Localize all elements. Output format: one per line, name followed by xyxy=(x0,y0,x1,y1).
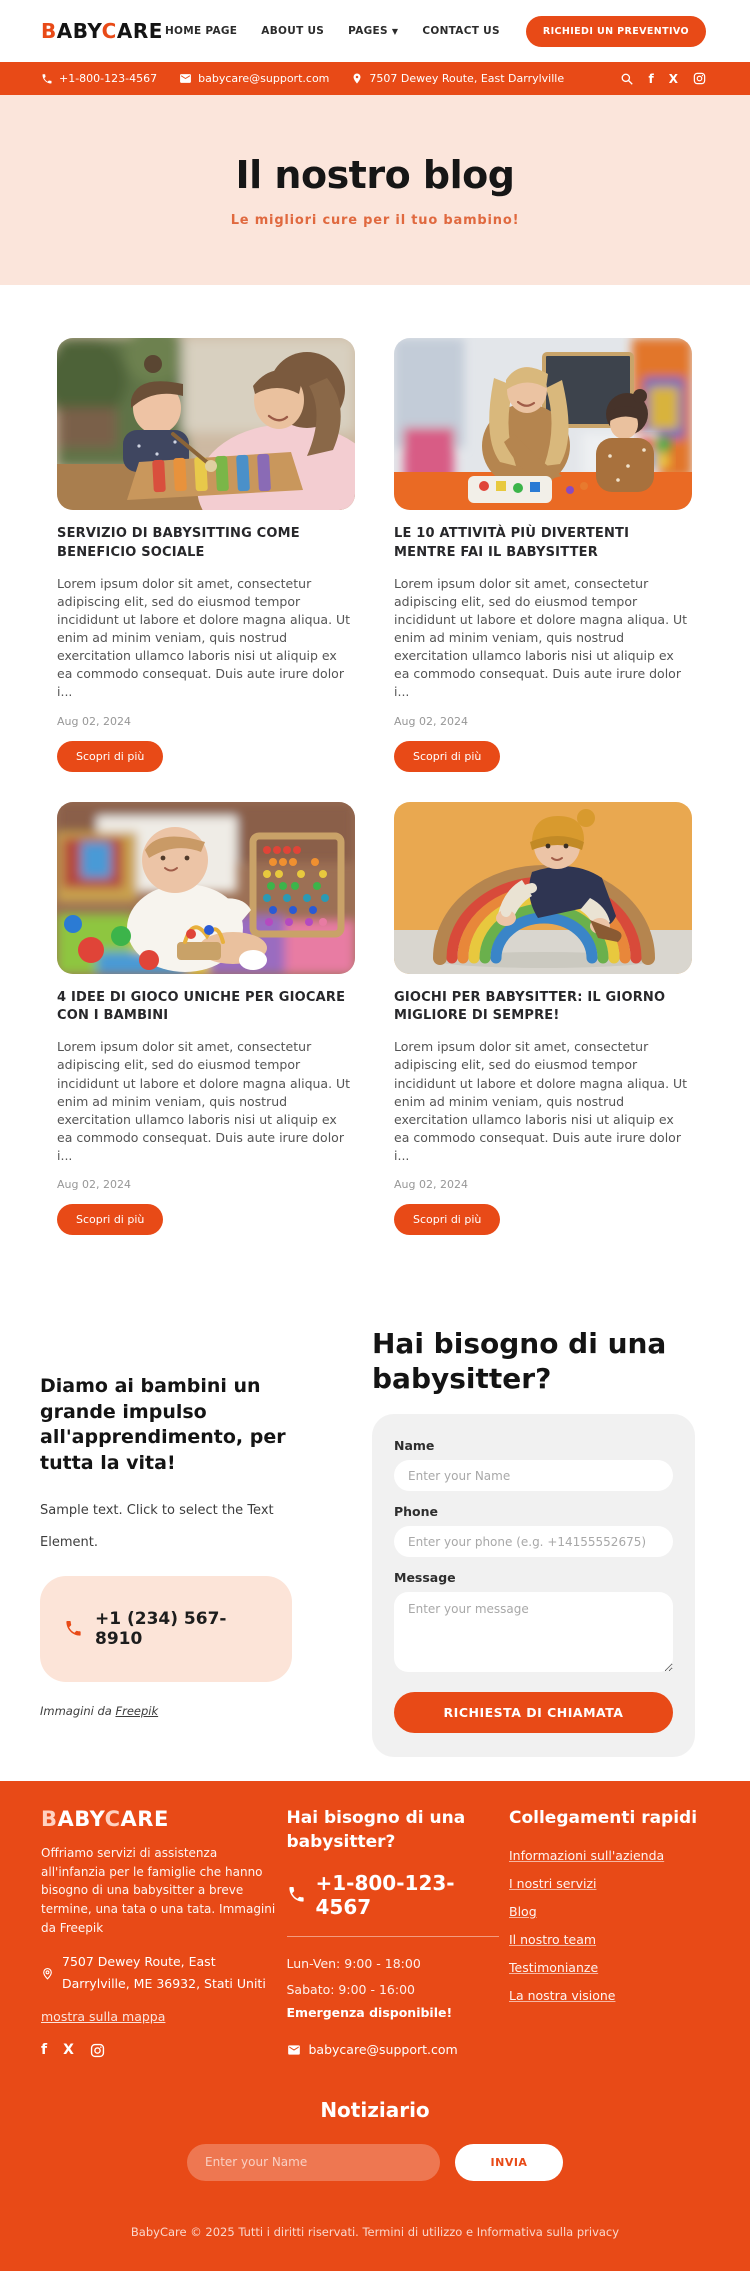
nav-contact-label: CONTACT US xyxy=(422,25,500,37)
topbar-address-label: 7507 Dewey Route, East Darrylville xyxy=(369,72,565,85)
phone-callout-box[interactable] xyxy=(40,1576,292,1682)
logo-part: ARE xyxy=(116,19,163,43)
phone-icon xyxy=(41,73,53,85)
hero-subtitle: Le migliori cure per il tuo bambino! xyxy=(230,212,520,228)
phone-label: Phone xyxy=(394,1504,439,1520)
form-heading: Hai bisogno di una babysitter? xyxy=(372,1327,667,1396)
contact-topbar xyxy=(0,62,750,95)
blog-card-title: SERVIZIO DI BABYSITTING COME BENEFICIO SOCIALE xyxy=(57,526,300,560)
topbar-phone-label: +1-800-123-4567 xyxy=(59,72,158,85)
hero-banner xyxy=(0,95,750,285)
nav-pages-label: PAGES xyxy=(348,25,388,37)
footer-about-column xyxy=(41,1807,276,2058)
read-more-button[interactable]: Scopri di più xyxy=(394,741,500,772)
cta-sample-text: Sample text. Click to select the Text Element. xyxy=(40,1502,274,1551)
nav-home[interactable] xyxy=(165,25,237,37)
instagram-icon[interactable] xyxy=(90,2043,105,2058)
footer-phone-number: +1-800-123-4567 xyxy=(315,1870,455,1919)
logo-part: C xyxy=(104,1807,121,1832)
link-testimonials[interactable]: Testimonianze xyxy=(509,1959,599,1975)
quicklinks-heading: Collegamenti rapidi xyxy=(509,1808,698,1829)
cta-left-column xyxy=(40,1374,292,1757)
phone-number: +1 (234) 567-8910 xyxy=(95,1608,227,1649)
topbar-address[interactable] xyxy=(351,72,564,85)
call-request-button[interactable]: RICHIESTA DI CHIAMATA xyxy=(394,1692,673,1733)
cta-heading: Diamo ai bambini un grande impulso all'apprendimento, per tutta la vita! xyxy=(40,1375,286,1475)
name-label: Name xyxy=(394,1438,435,1454)
main-nav xyxy=(165,25,500,37)
blog-card-title: 4 IDEE DI GIOCO UNICHE PER GIOCARE CON I BAMBINI xyxy=(57,989,346,1024)
blog-card xyxy=(394,802,692,1236)
newsletter-section xyxy=(41,2098,709,2181)
message-field[interactable] xyxy=(394,1592,673,1672)
location-pin-icon xyxy=(351,72,363,85)
blog-card-title: GIOCHI PER BABYSITTER: IL GIORNO MIGLIORE DI SEMPRE! xyxy=(394,989,666,1024)
footer-social xyxy=(41,2043,276,2058)
newsletter-heading: Notiziario xyxy=(320,2097,430,2122)
phone-icon xyxy=(287,1885,306,1904)
logo-part: ABY xyxy=(57,1807,105,1832)
name-field[interactable] xyxy=(394,1460,673,1491)
nav-home-label: HOME PAGE xyxy=(164,25,238,37)
cta-section xyxy=(0,1290,750,1781)
footer-email[interactable] xyxy=(287,2042,499,2057)
blog-card-excerpt: Lorem ipsum dolor sit amet, consectetur adipiscing elit, sed do eiusmod tempor incididunt ut labore et dolore magna aliqua. Ut enim ad minim veniam, quis nostrud exercitation ullamco laboris nisi ut aliquip ex ea commodo consequat. Duis aute irure dolor i... xyxy=(394,1039,688,1163)
blog-card-title: LE 10 ATTIVITÀ PIÙ DIVERTENTI MENTRE FAI IL BABYSITTER xyxy=(394,526,630,560)
quicklinks-list xyxy=(509,1845,709,2004)
nav-about-label: ABOUT US xyxy=(261,25,325,37)
divider xyxy=(287,1936,499,1937)
read-more-button[interactable]: Scopri di più xyxy=(57,741,163,772)
contact-form-column xyxy=(372,1326,695,1757)
blog-card xyxy=(57,802,355,1236)
topbar-email-label: babycare@support.com xyxy=(198,72,330,85)
hours-saturday: Sabato: 9:00 - 16:00 xyxy=(286,1981,415,1997)
message-label: Message xyxy=(394,1570,456,1586)
show-on-map-link[interactable]: mostra sulla mappa xyxy=(41,2008,166,2024)
footer-links-column xyxy=(509,1807,709,2058)
footer-logo[interactable] xyxy=(41,1807,276,1831)
nav-about[interactable] xyxy=(261,25,324,37)
search-icon[interactable] xyxy=(620,72,634,86)
blog-image-rainbow-balance-board[interactable] xyxy=(394,802,692,974)
logo-part: B xyxy=(41,19,57,43)
logo-part: ABY xyxy=(56,19,102,43)
blog-section xyxy=(0,285,750,1290)
topbar-right xyxy=(620,72,707,86)
blog-card-date: Aug 02, 2024 xyxy=(57,1178,131,1192)
blog-grid xyxy=(57,338,693,1235)
newsletter-form xyxy=(41,2144,709,2181)
location-pin-icon xyxy=(41,1954,54,1995)
chevron-down-icon: ▼ xyxy=(391,26,399,36)
read-more-button[interactable]: Scopri di più xyxy=(57,1204,163,1235)
newsletter-name-field[interactable] xyxy=(187,2144,440,2181)
phone-field[interactable] xyxy=(394,1526,673,1557)
brand-logo[interactable] xyxy=(41,19,163,43)
blog-image-classroom-crafts[interactable] xyxy=(394,338,692,510)
footer-address-text: 7507 Dewey Route, East Darrylville, ME 36932, Stati Uniti xyxy=(62,1954,266,1991)
page-title: Il nostro blog xyxy=(235,152,515,197)
footer-phone[interactable] xyxy=(287,1871,499,1919)
link-company-info[interactable]: Informazioni sull'azienda xyxy=(509,1847,665,1863)
footer-contact-heading: Hai bisogno di una babysitter? xyxy=(286,1808,466,1852)
topbar-phone[interactable] xyxy=(41,72,157,85)
image-credit xyxy=(40,1704,292,1718)
envelope-icon xyxy=(287,2043,301,2057)
logo-part: B xyxy=(41,1807,58,1832)
blog-card-date: Aug 02, 2024 xyxy=(394,1178,468,1192)
logo-part: C xyxy=(101,19,117,43)
blog-card-excerpt: Lorem ipsum dolor sit amet, consectetur adipiscing elit, sed do eiusmod tempor incididunt ut labore et dolore magna aliqua. Ut enim ad minim veniam, quis nostrud exercitation ullamco laboris nisi ut aliquip ex ea commodo consequat. Duis aute irure dolor i... xyxy=(394,575,688,700)
blog-image-babysitter-xylophone[interactable] xyxy=(57,338,355,510)
blog-card-date: Aug 02, 2024 xyxy=(57,714,131,728)
blog-card-excerpt: Lorem ipsum dolor sit amet, consectetur adipiscing elit, sed do eiusmod tempor incididunt ut labore et dolore magna aliqua. Ut enim ad minim veniam, quis nostrud exercitation ullamco laboris nisi ut aliquip ex ea commodo consequat. Duis aute irure dolor i... xyxy=(57,1039,351,1163)
site-footer xyxy=(0,1781,750,2271)
freepik-link[interactable]: Freepik xyxy=(115,1703,159,1718)
blog-image-baby-playroom[interactable] xyxy=(57,802,355,974)
phone-icon xyxy=(64,1619,83,1638)
x-twitter-icon[interactable]: X xyxy=(668,71,678,86)
blog-card xyxy=(394,338,692,772)
logo-part: ARE xyxy=(120,1807,169,1832)
read-more-button[interactable]: Scopri di più xyxy=(394,1204,500,1235)
link-our-team[interactable]: Il nostro team xyxy=(509,1931,597,1947)
footer-about-text: Offriamo servizi di assistenza all'infanzia per le famiglie che hanno bisogno di una babysitter a breve termine, una tata o una tata. Immagini da Freepik xyxy=(41,1846,276,1935)
blog-card-excerpt: Lorem ipsum dolor sit amet, consectetur adipiscing elit, sed do eiusmod tempor incididunt ut labore et dolore magna aliqua. Ut enim ad minim veniam, quis nostrud exercitation ullamco laboris nisi ut aliquip ex ea commodo consequat. Duis aute irure dolor i... xyxy=(57,575,351,700)
contact-form xyxy=(372,1414,695,1757)
footer-email-text: babycare@support.com xyxy=(308,2042,458,2058)
nav-pages[interactable] xyxy=(348,25,398,37)
copyright-text: BabyCare © 2025 Tutti i diritti riservati. Termini di utilizzo e Informativa sulla privacy xyxy=(130,2224,620,2239)
request-quote-button[interactable]: RICHIEDI UN PREVENTIVO xyxy=(526,16,706,47)
x-twitter-icon[interactable]: X xyxy=(63,2042,74,2059)
link-our-services[interactable]: I nostri servizi xyxy=(509,1875,597,1891)
blog-card xyxy=(57,338,355,772)
hours-weekdays: Lun-Ven: 9:00 - 18:00 xyxy=(286,1955,421,1971)
footer-address xyxy=(41,1951,276,1995)
blog-card-date: Aug 02, 2024 xyxy=(394,714,468,728)
nav-contact[interactable] xyxy=(422,25,500,37)
instagram-icon[interactable] xyxy=(693,72,706,85)
facebook-icon[interactable]: f xyxy=(648,71,654,86)
credit-prefix: Immagini da xyxy=(40,1703,116,1718)
link-our-vision[interactable]: La nostra visione xyxy=(509,1987,616,2003)
emergency-note: Emergenza disponibile! xyxy=(286,2005,453,2021)
link-blog[interactable]: Blog xyxy=(509,1903,537,1919)
topbar-email[interactable] xyxy=(179,72,329,85)
envelope-icon xyxy=(179,72,192,85)
newsletter-send-button[interactable]: INVIA xyxy=(455,2144,563,2181)
footer-contact-column xyxy=(287,1807,499,2058)
footer-main xyxy=(41,1807,709,2058)
site-header xyxy=(0,0,750,62)
facebook-icon[interactable]: f xyxy=(41,2042,48,2059)
